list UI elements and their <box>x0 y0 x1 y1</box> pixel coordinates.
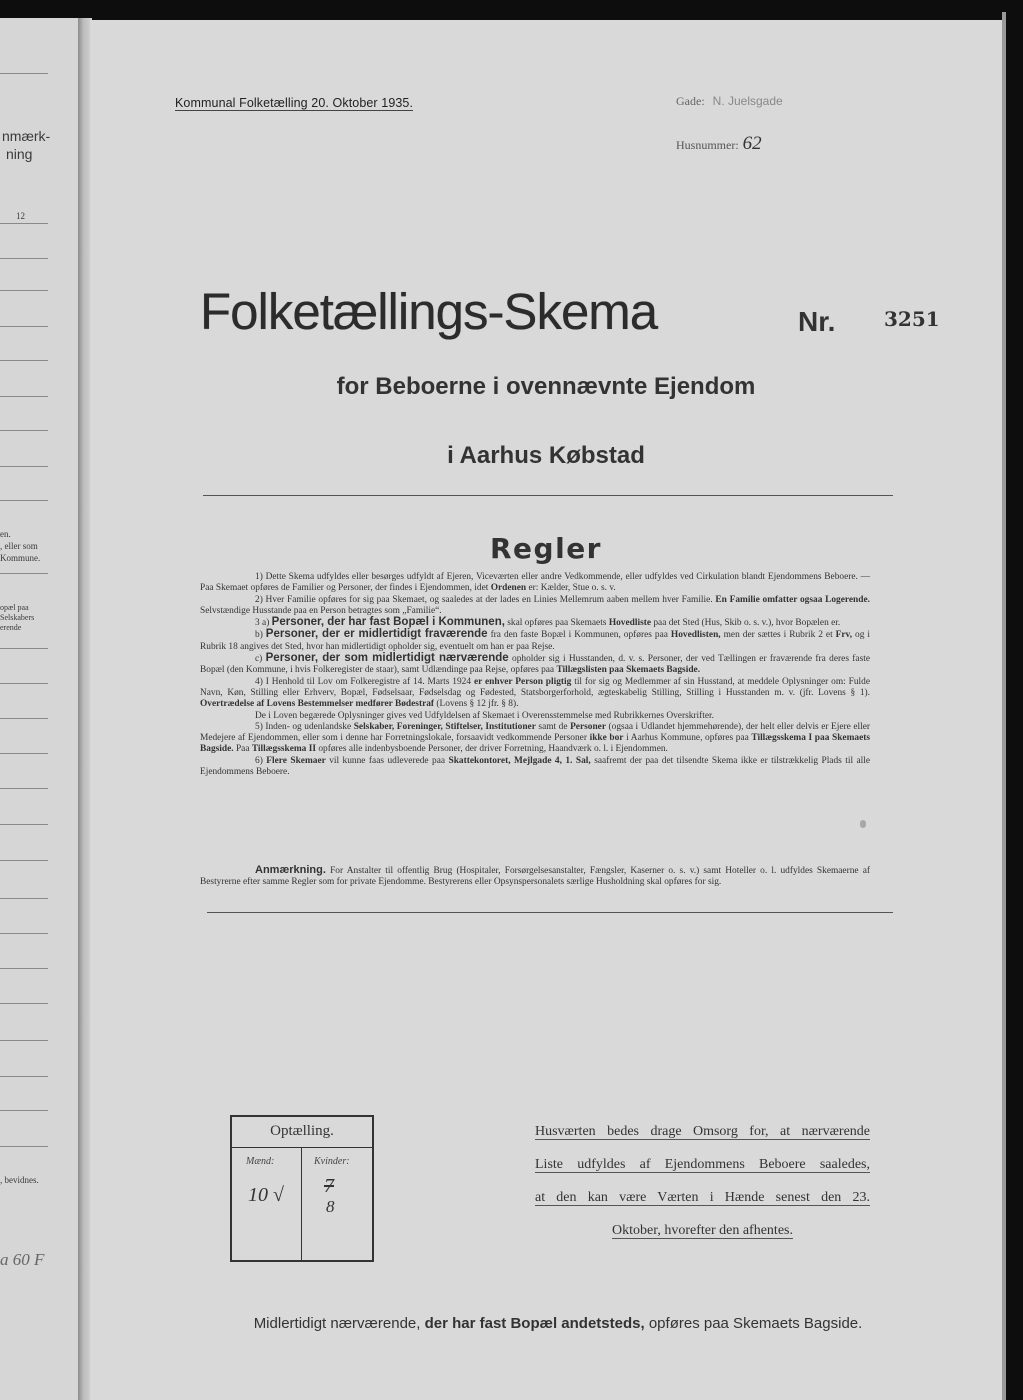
form-subtitle: for Beboerne i ovennævnte Ejendom <box>336 373 756 400</box>
divider <box>0 1076 48 1077</box>
rule-4: 4) I Henhold til Lov om Folkeregistre af 14. Marts 1924 er enhver Person pligtig til for sig og Medlemmer af sin Husstand, at meddele Oplysninger om: Fulde Navn, Køn, Stilling eller Erhverv, Bopæl, Fødselsaar, Fødselsdag og Fødested, Statsborgerforhold, ægteskabelig Stilling, Stilling i Husstanden m. v. (jfr. Lovens § 1). Overtrædelse af Lovens Bestemmelser medfører Bødestraf (Lovens § 12 jfr. § 8). <box>200 676 871 710</box>
divider <box>0 73 48 74</box>
rule-3b: b) Personer, der er midlertidigt fraværende fra den faste Bopæl i Kommunen, opføres paa Hovedlisten, men der sættes i Rubrik 2 et Frv, og i Rubrik 18 angives det Sted, hvor han midlertidigt opholder sig, eventuelt om han er paa Rejse. <box>200 628 871 652</box>
left-fragment-handwriting: a 60 F <box>0 1250 45 1269</box>
rule-2: 2) Hver Familie opføres for sig paa Skemaet, og saaledes at der lades en Linies Mellemrum aaben mellem hver Familie. En Familie omfatter ogsaa Logerende. Selvstændige Husstande paa en Person betragtes som „Familie“. <box>200 594 870 616</box>
rule-3c: c) Personer, der som midlertidigt nærværende opholder sig i Husstanden, d. v. s. Personer, der ved Tællingen er fraværende fra deres faste Bopæl (den Kommune, i hvis Folkeregister de staar), samt Udlændinge paa Rejse, opføres paa Tillægslisten paa Skemaets Bagside. <box>200 652 871 676</box>
form-number-value: 3251 <box>884 307 940 331</box>
divider <box>0 500 48 501</box>
left-fragment-text: en. <box>0 529 11 539</box>
divider <box>0 1003 48 1004</box>
rule-6: 6) Flere Skemaer vil kunne faas udleverede paa Skattekontoret, Mejlgade 4, 1. Sal, saafremt der paa det tilsendte Skema ikke er tilstrækkelig Plads til alle Ejendommens Beboere. <box>200 755 871 778</box>
left-fragment-text: Kommune. <box>0 553 41 563</box>
women-label: Kvinder: <box>314 1156 350 1167</box>
divider <box>0 683 48 684</box>
census-heading: Kommunal Folketælling 20. Oktober 1935. <box>175 96 414 110</box>
divider <box>203 495 893 496</box>
landlord-notice <box>535 1120 870 1242</box>
rules-text <box>200 572 870 778</box>
notice-line: Husværten bedes drage Omsorg for, at nærværende <box>535 1124 870 1139</box>
divider <box>0 933 48 934</box>
women-count: 8 <box>326 1197 335 1216</box>
form-subtitle-city: i Aarhus Købstad <box>447 442 645 469</box>
divider <box>0 648 48 649</box>
left-fragment-text: ning <box>6 146 33 162</box>
divider <box>0 968 48 969</box>
notice-line: Liste udfyldes af Ejendommens Beboere saaledes, <box>535 1157 870 1172</box>
divider <box>0 753 48 754</box>
divider <box>0 396 48 397</box>
men-label: Mænd: <box>246 1156 275 1167</box>
rules-heading: Regler <box>490 532 602 565</box>
divider <box>0 326 48 327</box>
remark-text: For Anstalter til offentlig Brug (Hospitaler, Forsørgelsesanstalter, Fængsler, Kaserner o. s. v.) samt Hoteller o. l. udfyldes Skemaerne af Bestyrerne efter samme Regler som for private Ejendomme. Bestyrerens eller Opsynspersonalets særlige Husholdning skal opføres for sig. <box>200 866 871 888</box>
women-count-crossed: 7 <box>324 1175 334 1197</box>
divider <box>0 824 48 825</box>
divider <box>0 360 48 361</box>
divider <box>0 1040 48 1041</box>
rule-5: 5) Inden- og udenlandske Selskaber, Foreninger, Stiftelser, Institutioner samt de Personer (ogsaa i Udlandet hjemmehørende), der helt eller delvis er Ejere eller Medejere af Ejendommen, eller som i denne har Forretningslokale, forsaavidt vedkommende Personer ikke bor i Aarhus Kommune, opføres paa Tillægsskema I paa Skemaets Bagside. Paa Tillægsskema II opføres alle indenbysboende Personer, der driver Forretning, Haandværk o. l. i Ejendommen. <box>200 721 871 755</box>
divider <box>232 1147 372 1148</box>
street-value: N. Juelsgade <box>712 94 783 108</box>
house-number-value: 62 <box>742 133 762 154</box>
divider <box>0 718 48 719</box>
house-number-label: Husnummer: <box>676 138 739 152</box>
divider <box>0 788 48 789</box>
left-fragment-text: , bevidnes. <box>0 1175 39 1185</box>
rule-4b: De i Loven begærede Oplysninger gives ved Udfyldelsen af Skemaet i Overensstemmelse med Rubrikkernes Overskrifter. <box>255 710 714 721</box>
remark-paragraph <box>200 865 870 889</box>
form-title: Folketællings-Skema <box>200 283 658 340</box>
rule-3a: 3 a) Personer, der har fast Bopæl i Kommunen, skal opføres paa Skemaets Hovedliste paa det Sted (Hus, Skib o. s. v.), hvor Bopælen er. <box>255 616 841 629</box>
divider <box>0 430 48 431</box>
notice-line: at den kan være Værten i Hænde senest den 23. <box>535 1190 870 1205</box>
divider <box>0 860 48 861</box>
divider <box>0 223 48 224</box>
left-page-fragment <box>0 18 78 1400</box>
notice-line: Oktober, hvorefter den afhentes. <box>612 1223 793 1238</box>
count-box <box>230 1115 374 1262</box>
divider <box>0 573 48 574</box>
rule-1: 1) Dette Skema udfyldes eller besørges udfyldt af Ejeren, Viceværten eller andre Vedkommende, eller udfyldes ved Cirkulation blandt Ejendommens Beboere. — Paa Skemaet opføres de Familier og Personer, der findes i Ejendommen, idet Ordenen er: Kælder, Stue o. s. v. <box>200 572 870 594</box>
left-fragment-text: Selskabers <box>0 613 35 622</box>
left-fragment-text: nmærk- <box>2 128 51 144</box>
divider <box>0 258 48 259</box>
divider <box>0 1110 48 1111</box>
divider <box>0 1146 48 1147</box>
left-fragment-text: opæl paa <box>0 603 29 612</box>
form-number-label: Nr. <box>798 306 836 337</box>
divider <box>0 290 48 291</box>
left-fragment-text: 12 <box>16 211 25 221</box>
men-count: 10 √ <box>248 1184 284 1206</box>
census-form-page <box>90 20 1002 1400</box>
count-box-title: Optælling. <box>270 1123 334 1139</box>
divider <box>0 898 48 899</box>
divider <box>207 912 893 913</box>
house-number-field <box>676 133 762 155</box>
page-edge <box>1002 12 1006 1400</box>
divider <box>0 466 48 467</box>
paper-blemish <box>860 820 866 828</box>
street-field <box>676 94 783 109</box>
divider <box>301 1148 302 1260</box>
street-label: Gade: <box>676 94 705 108</box>
remark-label: Anmærkning. <box>255 864 326 876</box>
left-fragment-text: erende <box>0 623 22 632</box>
footer-note: Midlertidigt nærværende, der har fast Bopæl andetsteds, opføres paa Skemaets Bagside. <box>253 1315 863 1332</box>
left-fragment-text: , eller som <box>0 541 38 551</box>
